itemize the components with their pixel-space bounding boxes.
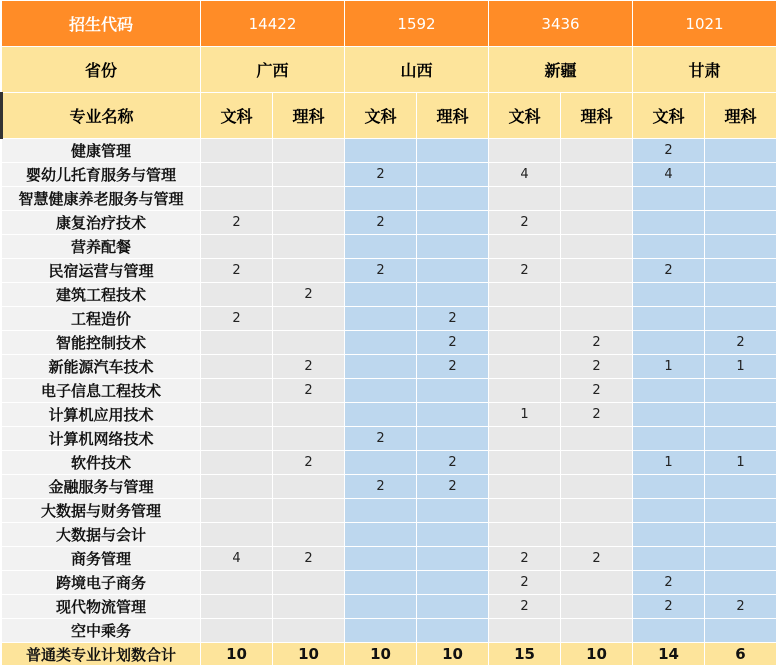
major-name-label: 专业名称	[2, 93, 201, 139]
plan-count-cell	[201, 163, 273, 187]
plan-count-cell	[633, 331, 705, 355]
total-value: 14	[633, 643, 705, 666]
enrollment-code-label: 招生代码	[2, 1, 201, 47]
table-row	[2, 403, 776, 427]
plan-count-cell	[417, 379, 489, 403]
plan-count-cell	[633, 379, 705, 403]
plan-count-cell	[201, 403, 273, 427]
plan-count-cell	[561, 451, 633, 475]
major-name: 软件技术	[2, 451, 201, 475]
plan-count-cell: 2	[561, 379, 633, 403]
table-row	[2, 283, 776, 307]
plan-count-cell: 2	[273, 283, 345, 307]
plan-count-cell	[201, 523, 273, 547]
plan-count-cell	[489, 379, 561, 403]
plan-count-cell: 1	[633, 355, 705, 379]
plan-count-cell: 2	[201, 307, 273, 331]
major-name: 跨境电子商务	[2, 571, 201, 595]
subject-science: 理科	[705, 93, 776, 139]
plan-count-cell	[489, 187, 561, 211]
plan-count-cell	[705, 523, 776, 547]
plan-count-cell: 1	[705, 451, 776, 475]
total-label: 普通类专业计划数合计	[2, 643, 201, 666]
table-row	[2, 499, 776, 523]
plan-count-cell	[345, 547, 417, 571]
plan-count-cell	[489, 451, 561, 475]
total-value: 15	[489, 643, 561, 666]
plan-count-cell	[633, 187, 705, 211]
plan-count-cell	[705, 403, 776, 427]
plan-count-cell	[705, 139, 776, 163]
major-name: 智能控制技术	[2, 331, 201, 355]
major-name: 婴幼儿托育服务与管理	[2, 163, 201, 187]
plan-count-cell: 2	[489, 211, 561, 235]
major-name: 现代物流管理	[2, 595, 201, 619]
plan-count-cell	[489, 139, 561, 163]
plan-count-cell	[345, 187, 417, 211]
subject-liberal-arts: 文科	[489, 93, 561, 139]
plan-count-cell	[201, 499, 273, 523]
plan-count-cell	[273, 403, 345, 427]
plan-count-cell	[561, 595, 633, 619]
plan-count-cell: 2	[273, 379, 345, 403]
plan-count-cell: 2	[417, 355, 489, 379]
plan-count-cell: 2	[633, 259, 705, 283]
plan-count-cell: 2	[633, 571, 705, 595]
plan-count-cell	[345, 403, 417, 427]
plan-count-cell	[273, 259, 345, 283]
plan-count-cell	[201, 379, 273, 403]
major-name: 智慧健康养老服务与管理	[2, 187, 201, 211]
plan-count-cell: 2	[561, 355, 633, 379]
table-row	[2, 451, 776, 475]
plan-count-cell	[561, 427, 633, 451]
plan-count-cell	[345, 307, 417, 331]
plan-count-cell	[705, 571, 776, 595]
major-name: 营养配餐	[2, 235, 201, 259]
plan-count-cell: 2	[417, 475, 489, 499]
plan-count-cell	[489, 331, 561, 355]
plan-count-cell	[633, 499, 705, 523]
plan-count-cell	[273, 211, 345, 235]
plan-count-cell	[345, 235, 417, 259]
plan-count-cell	[633, 547, 705, 571]
major-name: 金融服务与管理	[2, 475, 201, 499]
plan-count-cell	[561, 259, 633, 283]
plan-count-cell	[417, 427, 489, 451]
major-name: 新能源汽车技术	[2, 355, 201, 379]
plan-count-cell	[201, 595, 273, 619]
plan-count-cell	[201, 475, 273, 499]
plan-count-cell	[633, 211, 705, 235]
subject-row	[2, 93, 776, 139]
total-row	[2, 643, 776, 666]
plan-count-cell: 2	[489, 571, 561, 595]
plan-count-cell	[417, 499, 489, 523]
plan-count-cell	[345, 379, 417, 403]
table-row	[2, 547, 776, 571]
enrollment-code-row	[2, 1, 776, 47]
major-name: 健康管理	[2, 139, 201, 163]
subject-liberal-arts: 文科	[201, 93, 273, 139]
plan-count-cell: 2	[489, 547, 561, 571]
plan-count-cell	[489, 523, 561, 547]
plan-count-cell: 4	[201, 547, 273, 571]
plan-count-cell: 2	[489, 259, 561, 283]
major-name: 工程造价	[2, 307, 201, 331]
subject-liberal-arts: 文科	[345, 93, 417, 139]
plan-count-cell	[561, 283, 633, 307]
major-name: 计算机应用技术	[2, 403, 201, 427]
province-row	[2, 47, 776, 93]
plan-count-cell	[345, 499, 417, 523]
plan-count-cell	[417, 235, 489, 259]
plan-count-cell	[417, 619, 489, 643]
table-row	[2, 427, 776, 451]
plan-count-cell	[633, 283, 705, 307]
plan-count-cell	[201, 451, 273, 475]
subject-science: 理科	[417, 93, 489, 139]
plan-count-cell: 4	[489, 163, 561, 187]
plan-count-cell	[489, 355, 561, 379]
plan-count-cell: 2	[633, 595, 705, 619]
table-row	[2, 523, 776, 547]
plan-count-cell	[201, 427, 273, 451]
plan-count-cell	[705, 211, 776, 235]
table-row	[2, 475, 776, 499]
province-guangxi: 广西	[201, 47, 345, 93]
plan-count-cell	[417, 547, 489, 571]
enrollment-code-gansu: 1021	[633, 1, 776, 47]
plan-count-cell: 2	[345, 475, 417, 499]
plan-count-cell	[273, 571, 345, 595]
table-row	[2, 307, 776, 331]
plan-count-cell	[561, 211, 633, 235]
plan-count-cell	[561, 499, 633, 523]
plan-count-cell: 1	[633, 451, 705, 475]
plan-count-cell	[417, 259, 489, 283]
plan-count-cell	[273, 619, 345, 643]
plan-count-cell	[201, 187, 273, 211]
plan-count-cell	[201, 331, 273, 355]
plan-count-cell: 2	[561, 547, 633, 571]
plan-count-cell	[633, 235, 705, 259]
plan-count-cell: 2	[489, 595, 561, 619]
table-row	[2, 619, 776, 643]
major-name: 大数据与会计	[2, 523, 201, 547]
table-row	[2, 235, 776, 259]
plan-count-cell: 2	[345, 163, 417, 187]
subject-science: 理科	[273, 93, 345, 139]
province-label: 省份	[2, 47, 201, 93]
plan-count-cell	[273, 307, 345, 331]
plan-count-cell	[273, 163, 345, 187]
plan-count-cell	[201, 283, 273, 307]
plan-count-cell	[705, 475, 776, 499]
plan-count-cell	[489, 475, 561, 499]
plan-count-cell	[273, 427, 345, 451]
table-row	[2, 163, 776, 187]
plan-count-cell: 1	[489, 403, 561, 427]
plan-count-cell: 2	[705, 595, 776, 619]
plan-count-cell	[345, 355, 417, 379]
plan-count-cell	[417, 211, 489, 235]
total-value: 10	[417, 643, 489, 666]
plan-count-cell	[273, 331, 345, 355]
enrollment-code-guangxi: 14422	[201, 1, 345, 47]
plan-count-cell	[705, 235, 776, 259]
plan-count-cell	[561, 523, 633, 547]
subject-liberal-arts: 文科	[633, 93, 705, 139]
major-name: 建筑工程技术	[2, 283, 201, 307]
plan-count-cell	[705, 283, 776, 307]
plan-count-cell	[561, 235, 633, 259]
table-row	[2, 211, 776, 235]
province-gansu: 甘肃	[633, 47, 776, 93]
plan-count-cell	[417, 595, 489, 619]
major-name: 计算机网络技术	[2, 427, 201, 451]
plan-count-cell	[201, 139, 273, 163]
plan-count-cell	[489, 499, 561, 523]
table-row	[2, 187, 776, 211]
plan-count-cell	[705, 619, 776, 643]
major-name: 电子信息工程技术	[2, 379, 201, 403]
plan-count-cell: 2	[345, 427, 417, 451]
plan-count-cell	[201, 571, 273, 595]
plan-count-cell: 2	[201, 259, 273, 283]
plan-count-cell	[633, 403, 705, 427]
plan-count-cell	[489, 619, 561, 643]
plan-count-cell	[417, 139, 489, 163]
plan-count-cell	[273, 187, 345, 211]
plan-count-cell	[633, 523, 705, 547]
plan-count-cell	[417, 523, 489, 547]
plan-count-cell	[345, 283, 417, 307]
plan-count-cell	[273, 595, 345, 619]
plan-count-cell	[489, 235, 561, 259]
plan-count-cell	[201, 235, 273, 259]
plan-count-cell: 2	[201, 211, 273, 235]
plan-count-cell	[345, 571, 417, 595]
plan-count-cell	[273, 475, 345, 499]
plan-count-cell	[345, 331, 417, 355]
enrollment-code-xinjiang: 3436	[489, 1, 633, 47]
table-row	[2, 571, 776, 595]
major-name: 大数据与财务管理	[2, 499, 201, 523]
plan-count-cell	[417, 187, 489, 211]
plan-count-cell	[705, 499, 776, 523]
plan-count-cell	[561, 307, 633, 331]
plan-count-cell	[705, 187, 776, 211]
plan-count-cell	[705, 379, 776, 403]
plan-count-cell	[273, 523, 345, 547]
major-name: 民宿运营与管理	[2, 259, 201, 283]
plan-count-cell	[705, 427, 776, 451]
plan-count-cell	[201, 619, 273, 643]
plan-count-cell: 2	[417, 451, 489, 475]
table-row	[2, 595, 776, 619]
table-row	[2, 355, 776, 379]
plan-count-cell	[489, 283, 561, 307]
plan-count-cell	[489, 307, 561, 331]
plan-count-cell	[561, 139, 633, 163]
plan-count-cell	[417, 571, 489, 595]
total-value: 10	[273, 643, 345, 666]
plan-count-cell	[273, 235, 345, 259]
plan-count-cell: 2	[273, 547, 345, 571]
plan-count-cell	[345, 595, 417, 619]
table-row	[2, 331, 776, 355]
plan-count-cell	[633, 619, 705, 643]
major-name: 康复治疗技术	[2, 211, 201, 235]
plan-count-cell: 1	[705, 355, 776, 379]
plan-count-cell: 2	[417, 307, 489, 331]
plan-count-cell: 2	[417, 331, 489, 355]
total-value: 10	[561, 643, 633, 666]
plan-count-cell	[345, 523, 417, 547]
table-row	[2, 379, 776, 403]
plan-count-cell	[561, 163, 633, 187]
plan-count-cell: 2	[633, 139, 705, 163]
plan-count-cell	[705, 307, 776, 331]
plan-count-cell: 2	[273, 355, 345, 379]
major-name: 商务管理	[2, 547, 201, 571]
plan-count-cell	[417, 403, 489, 427]
plan-count-cell	[345, 619, 417, 643]
plan-count-cell	[705, 547, 776, 571]
table-row	[2, 139, 776, 163]
plan-count-cell	[345, 451, 417, 475]
total-value: 10	[345, 643, 417, 666]
plan-count-cell: 2	[561, 331, 633, 355]
plan-count-cell	[561, 571, 633, 595]
plan-count-cell	[705, 259, 776, 283]
plan-count-cell	[561, 619, 633, 643]
plan-count-cell	[633, 427, 705, 451]
total-value: 6	[705, 643, 776, 666]
province-shanxi: 山西	[345, 47, 489, 93]
plan-count-cell	[273, 499, 345, 523]
plan-count-cell: 2	[345, 259, 417, 283]
plan-count-cell	[345, 139, 417, 163]
plan-count-cell	[417, 163, 489, 187]
plan-count-cell: 4	[633, 163, 705, 187]
total-value: 10	[201, 643, 273, 666]
plan-count-cell	[201, 355, 273, 379]
table-row	[2, 259, 776, 283]
plan-count-cell	[561, 187, 633, 211]
plan-count-cell	[417, 283, 489, 307]
plan-count-cell	[633, 307, 705, 331]
enrollment-code-shanxi: 1592	[345, 1, 489, 47]
plan-count-cell: 2	[561, 403, 633, 427]
plan-count-cell	[705, 163, 776, 187]
plan-count-cell	[561, 475, 633, 499]
plan-count-cell: 2	[705, 331, 776, 355]
subject-science: 理科	[561, 93, 633, 139]
plan-count-cell: 2	[345, 211, 417, 235]
plan-count-cell	[273, 139, 345, 163]
province-xinjiang: 新疆	[489, 47, 633, 93]
major-name: 空中乘务	[2, 619, 201, 643]
plan-count-cell	[489, 427, 561, 451]
plan-count-cell	[633, 475, 705, 499]
plan-count-cell: 2	[273, 451, 345, 475]
